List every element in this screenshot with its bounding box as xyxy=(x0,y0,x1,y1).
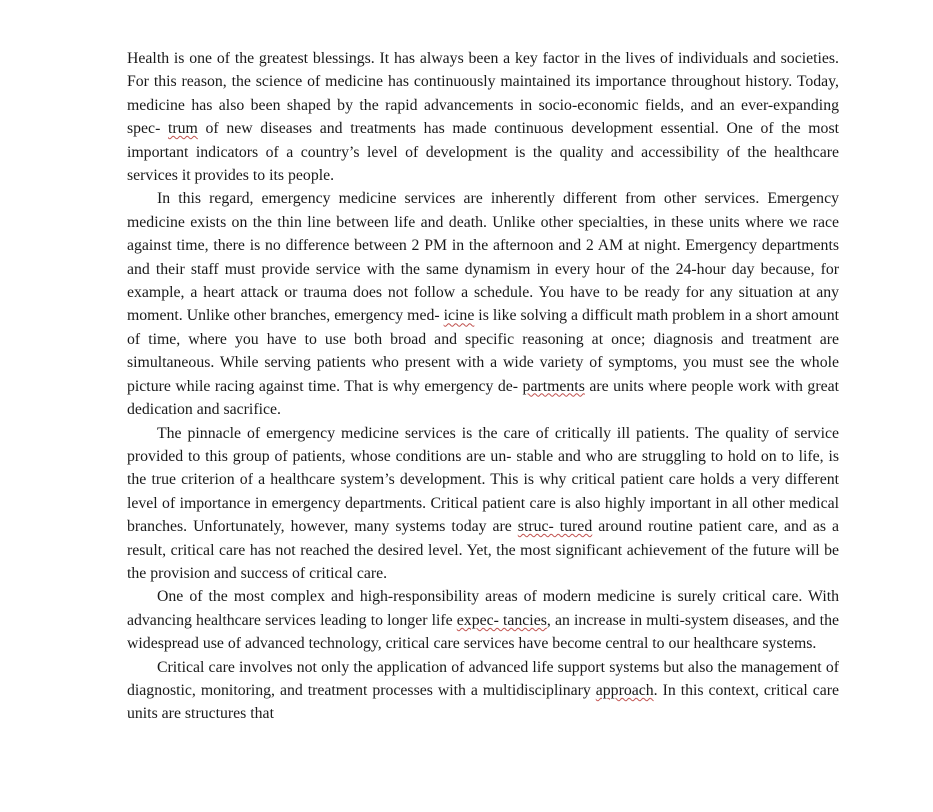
body-text xyxy=(127,47,839,726)
paragraph xyxy=(127,187,839,421)
paragraph xyxy=(127,585,839,655)
text-run: Health is one of the greatest blessings. It has always been a key factor in the lives of individuals and societies. For this reason, the science of medicine has continuously maintained its importance throughout history. Today, medicine has also been shaped by the rapid advancements in socio-economic fields, and an ever-expanding spec- xyxy=(127,50,839,138)
text-run: The pinnacle of emergency medicine services is the care of critically ill patients. The quality of service provided to this group of patients, whose conditions are un- stable and who are struggling to hold on to life, is the true criterion of a healthcare system’s development. This is why critical patient care holds a very different level of importance in emergency departments. Critical patient care is also highly important in all other medical branches. Unfortunately, however, many systems today are xyxy=(127,424,839,536)
paragraph xyxy=(127,47,839,187)
spellcheck-flagged-word: approach xyxy=(595,681,654,699)
text-run: of new diseases and treatments has made continuous development essential. One of the most important indicators of a country’s level of development is the quality and accessibility of the healthcare services it provides to its people. xyxy=(127,120,839,185)
spellcheck-flagged-word: struc- tured xyxy=(517,518,593,536)
paragraph xyxy=(127,656,839,726)
spellcheck-flagged-word: partments xyxy=(522,377,585,395)
text-run: In this regard, emergency medicine services are inherently different from other services. Emergency medicine exists on the thin line between life and death. Unlike other specialties, in these units where we race against time, there is no difference between 2 PM in the afternoon and 2 AM at night. Emergency departments and their staff must provide service with the same dynamism in every hour of the 24-hour day because, for example, a heart attack or trauma does not follow a schedule. You have to be ready for any situation at any moment. Unlike other branches, emergency med- xyxy=(127,190,839,325)
text-run: around routine patient care, and as a result, critical care has not reached the desired level. Yet, the most significant achievement of the future will be the provision and success of critical care. xyxy=(127,518,839,582)
spellcheck-flagged-word: icine xyxy=(443,307,475,325)
text-run: Critical care involves not only the application of advanced life support systems but also the management of diagnostic, monitoring, and treatment processes with a multidisciplinary xyxy=(127,658,839,699)
spellcheck-flagged-word: expec- tancies xyxy=(456,611,547,629)
text-run: . In this context, critical care units are structures that xyxy=(127,681,839,723)
text-run: One of the most complex and high-responsibility areas of modern medicine is surely critical care. With advancing healthcare services leading to longer life xyxy=(127,588,839,629)
paragraph xyxy=(127,422,839,586)
spellcheck-flagged-word: trum xyxy=(168,120,198,138)
text-run: is like solving a difficult math problem in a short amount of time, where you have to use both broad and specific reasoning at once; diagnosis and treatment are simultaneous. While serving patients who present with a wide variety of symptoms, you must see the whole picture while racing against time. That is why emergency de- xyxy=(127,307,839,395)
text-run: are units where people work with great dedication and sacrifice. xyxy=(127,377,840,419)
text-run: , an increase in multi-system diseases, and the widespread use of advanced technology, critical care services have become central to our healthcare systems. xyxy=(127,611,839,653)
